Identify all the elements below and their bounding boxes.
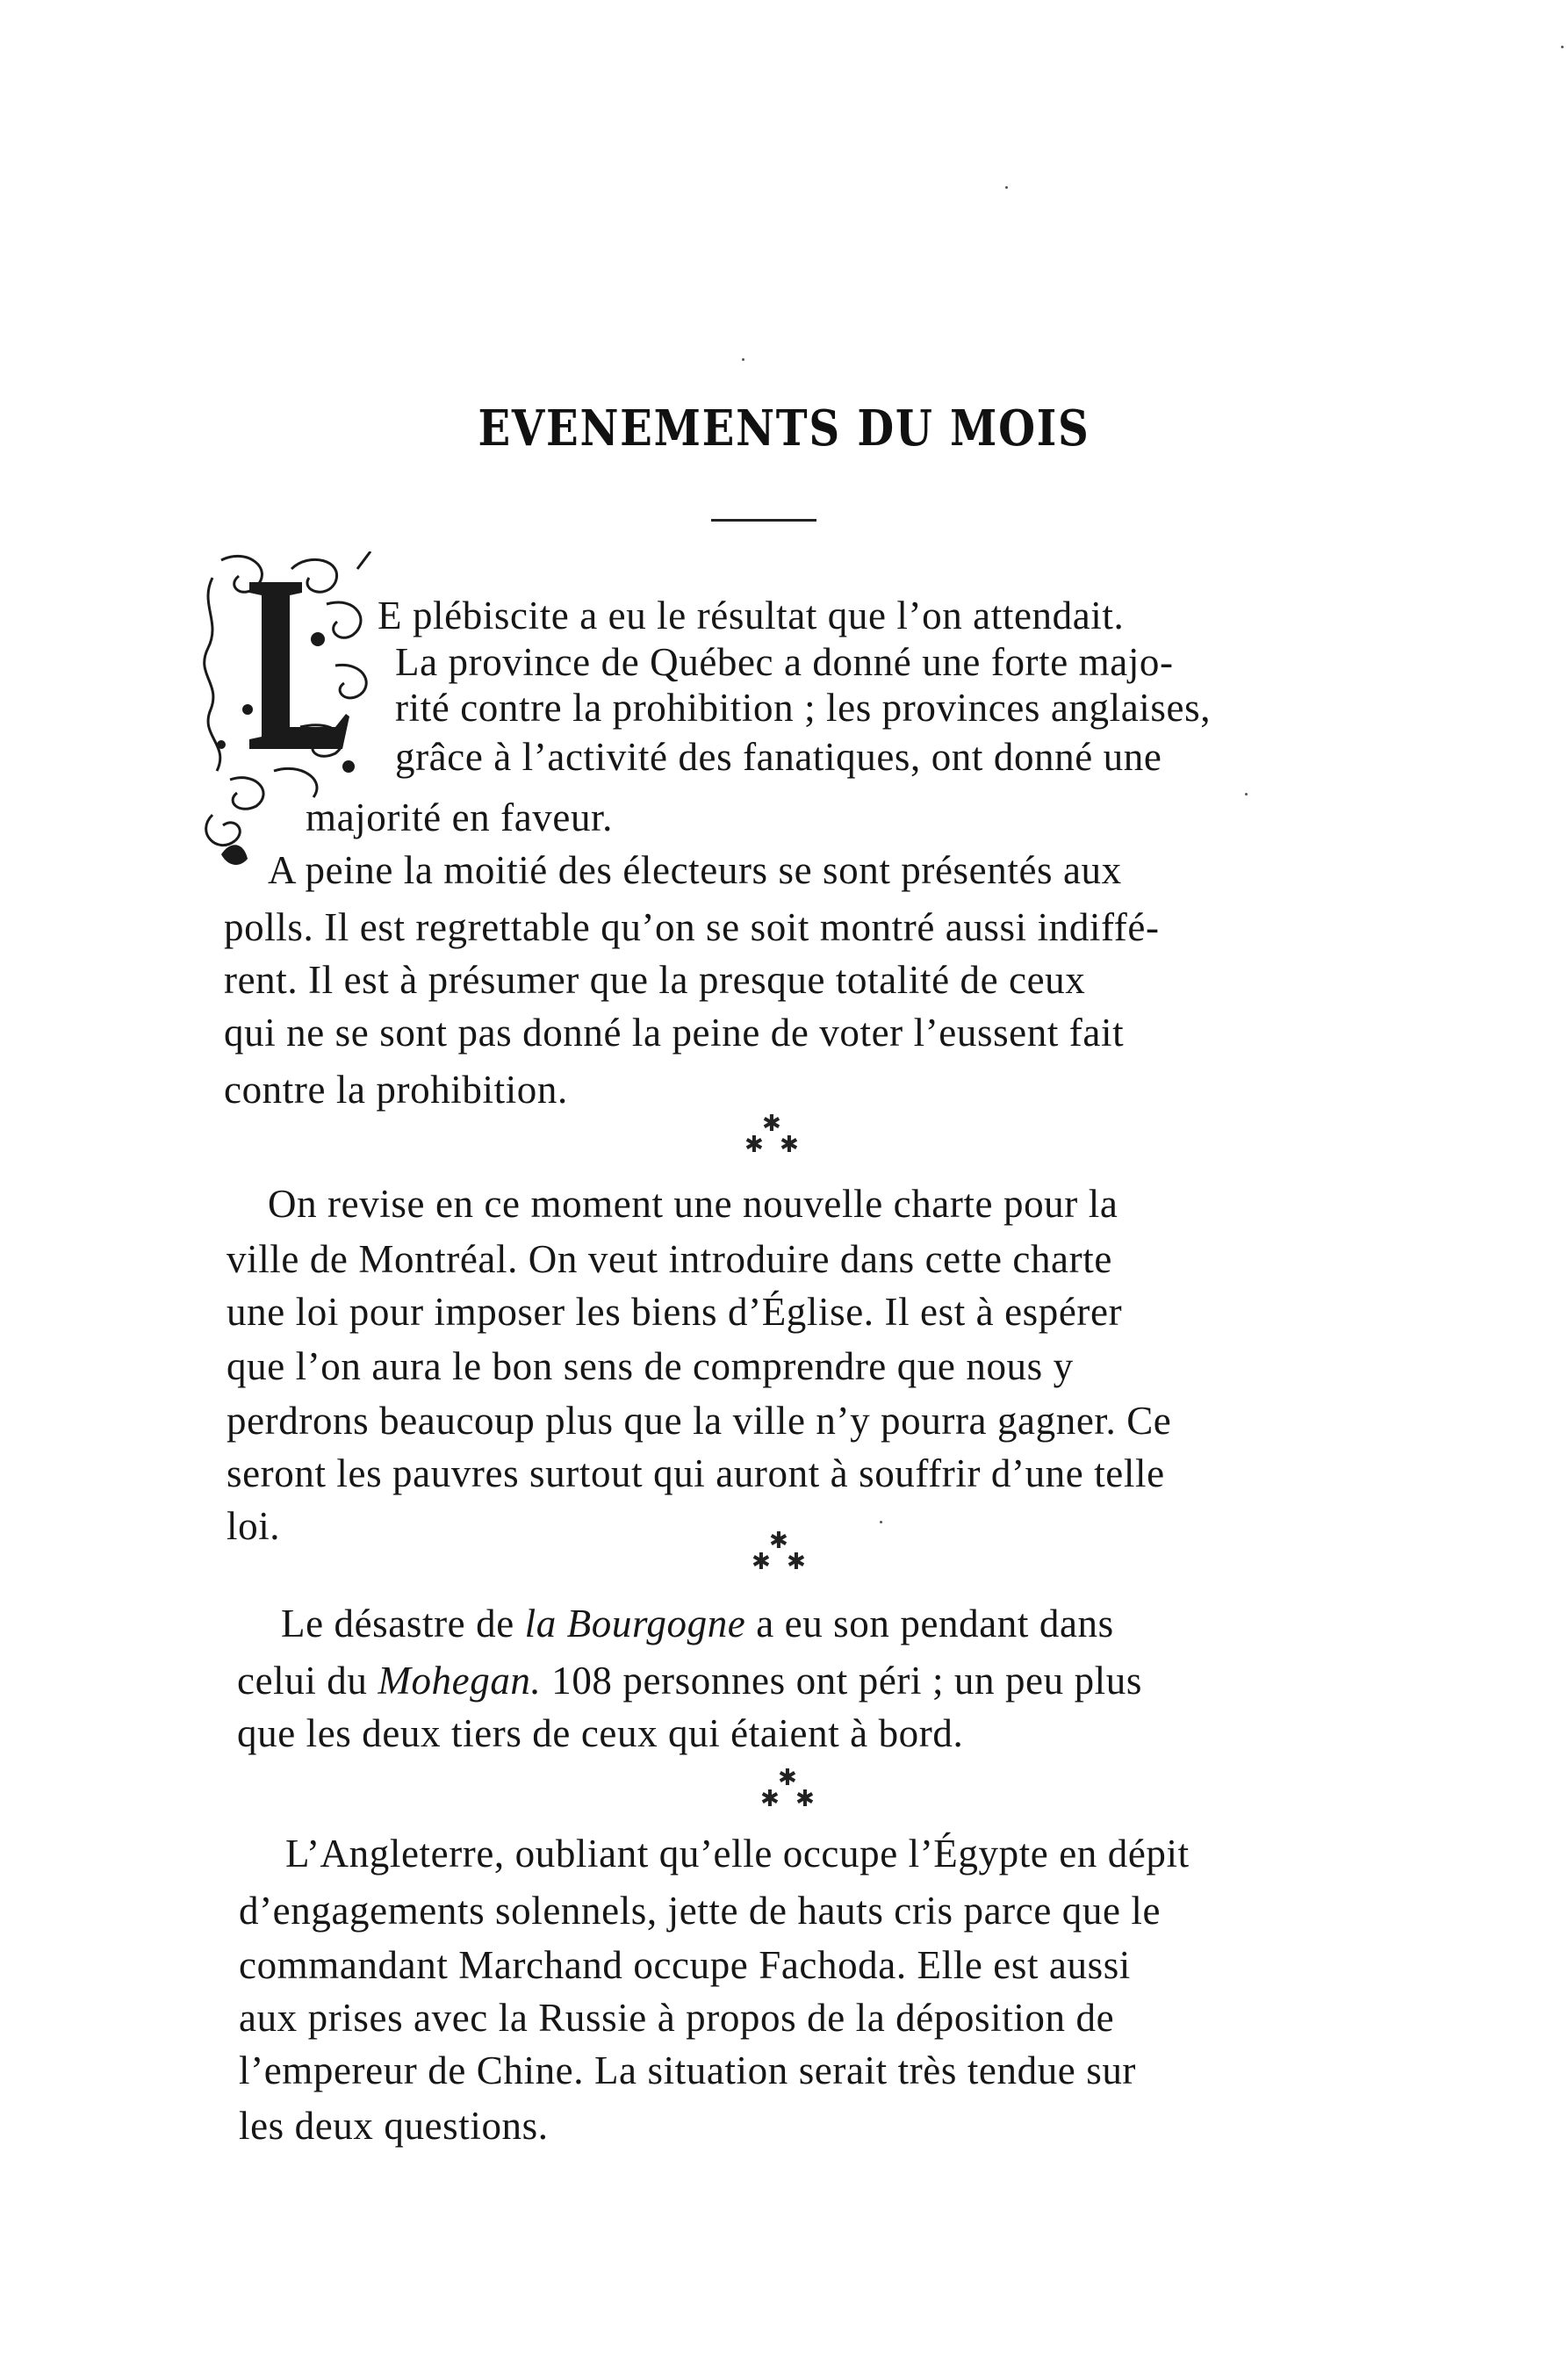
text-line: majorité en faveur. (306, 796, 613, 839)
text-line: une loi pour imposer les biens d’Église. Il est à espérer (227, 1290, 1123, 1334)
text-line: A peine la moitié des électeurs se sont présentés aux (268, 848, 1122, 892)
separator-star: ✱ (780, 1132, 799, 1158)
separator-star: ✱ (778, 1765, 797, 1791)
text-line: que les deux tiers de ceux qui étaient à bord. (237, 1711, 964, 1755)
page-title: EVENEMENTS DU MOIS (478, 400, 1090, 457)
text-run: Le désastre de (281, 1602, 525, 1645)
text-line: contre la prohibition. (224, 1068, 568, 1112)
asterism-separator (753, 1765, 824, 1818)
scan-speck (880, 1521, 882, 1523)
text-line: ville de Montréal. On veut introduire dans cette charte (227, 1237, 1112, 1281)
scan-speck (1561, 46, 1564, 48)
text-run: a eu son pendant dans (745, 1602, 1114, 1645)
text-line: grâce à l’activité des fanatiques, ont donné une (395, 735, 1162, 779)
text-line: aux prises avec la Russie à propos de la déposition de (239, 1996, 1115, 2040)
separator-star: ✱ (762, 1111, 781, 1137)
separator-star: ✱ (760, 1786, 780, 1812)
separator-star: ✱ (769, 1528, 788, 1554)
text-run: celui du (237, 1659, 378, 1703)
text-line: polls. Il est regrettable qu’on se soit montré aussi indiffé- (224, 905, 1160, 949)
separator-star: ✱ (752, 1549, 771, 1575)
separator-star: ✱ (795, 1786, 815, 1812)
scan-speck (1245, 793, 1248, 796)
text-line: l’empereur de Chine. La situation serait très tendue sur (239, 2048, 1137, 2092)
text-line: que l’on aura le bon sens de comprendre que nous y (227, 1344, 1074, 1388)
text-line: La province de Québec a donné une forte majo- (395, 640, 1174, 684)
asterism-separator (737, 1111, 808, 1163)
text-run: 108 personnes ont péri ; un peu plus (541, 1659, 1142, 1703)
text-line: commandant Marchand occupe Fachoda. Elle est aussi (239, 1943, 1131, 1987)
text-line: L’Angleterre, oubliant qu’elle occupe l’Égypte en dépit (285, 1832, 1190, 1876)
text-line: les deux questions. (239, 2104, 549, 2148)
dropcap-letter: L (195, 551, 196, 552)
separator-star: ✱ (787, 1549, 806, 1575)
text-line (237, 1658, 1326, 1703)
asterism-separator (744, 1528, 815, 1580)
text-line: seront les pauvres surtout qui auront à souffrir d’une telle (227, 1451, 1165, 1495)
ship-name-italic: la Bourgogne (524, 1602, 746, 1645)
text-line: rité contre la prohibition ; les provinces anglaises, (395, 686, 1212, 730)
ship-name-italic: Mohegan. (378, 1659, 542, 1703)
text-line: qui ne se sont pas donné la peine de voter l’eussent fait (224, 1011, 1125, 1055)
scan-speck (1005, 186, 1008, 189)
text-line (281, 1601, 1326, 1646)
scan-speck (742, 358, 744, 361)
text-line: loi. (227, 1504, 281, 1548)
text-line: On revise en ce moment une nouvelle charte pour la (268, 1182, 1118, 1226)
separator-star: ✱ (744, 1132, 764, 1158)
title-rule (711, 519, 816, 522)
text-line: rent. Il est à présumer que la presque totalité de ceux (224, 958, 1086, 1002)
text-line: perdrons beaucoup plus que la ville n’y pourra gagner. Ce (227, 1399, 1172, 1443)
text-line: d’engagements solennels, jette de hauts cris parce que le (239, 1889, 1162, 1933)
text-line: E plébiscite a eu le résultat que l’on attendait. (378, 594, 1125, 637)
